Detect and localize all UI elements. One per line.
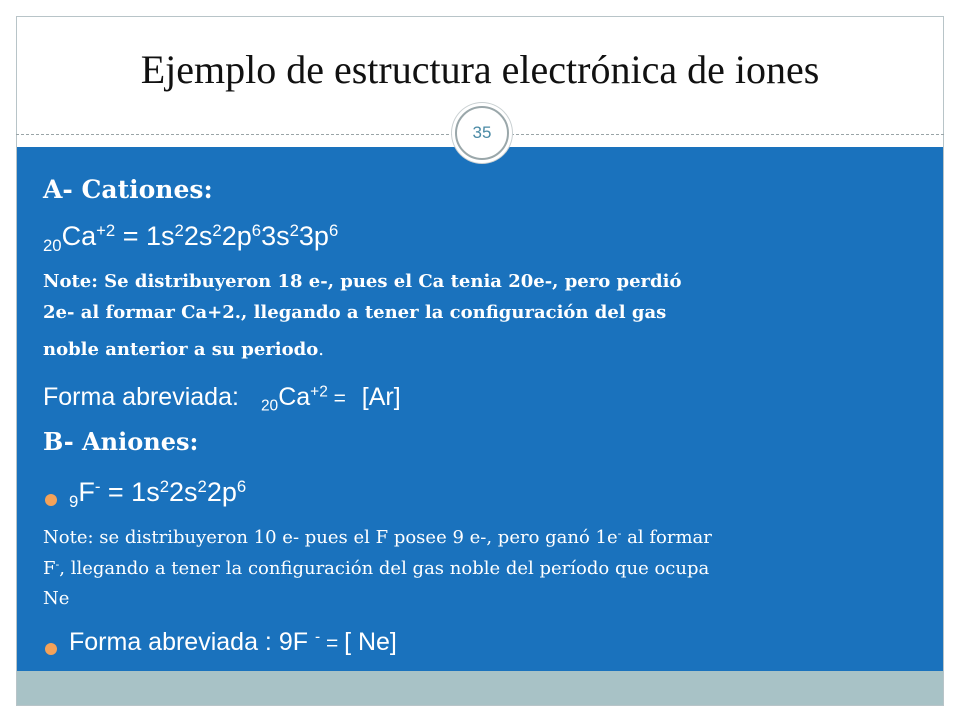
anion-note-line-1: Note: se distribuyeron 10 e- pues el F posee 9 e-, pero ganó 1e- al formar <box>43 527 712 549</box>
anion-note-line-3: Ne <box>43 588 70 609</box>
cation-configuration: $_{20}Ca^{+2} = 1s^22s^22p^63s^23p^6$ <box>43 221 339 256</box>
content-panel <box>17 147 943 671</box>
anion-short-form: Forma abreviada : 9F - = [ Ne] <box>69 628 397 656</box>
anion-configuration: $_9F^- = 1s^22s^22p^6$ <box>69 477 247 512</box>
bullet-icon <box>45 494 57 506</box>
anions-heading: B- Aniones: <box>43 427 199 456</box>
cation-note-line-1: Note: Se distribuyeron 18 e-, pues el Ca tenia 20e-, pero perdió <box>43 271 682 292</box>
footer-bar <box>17 671 943 705</box>
slide-title: Ejemplo de estructura electrónica de iones <box>140 47 820 92</box>
cation-note-line-3: noble anterior a su periodo. <box>43 339 324 360</box>
cation-short-form: Forma abreviada: $_{20}Ca^{+2} = [Ar]$ <box>43 383 401 415</box>
slide-number-badge: 35 <box>455 106 509 160</box>
anion-note-line-2: F-, llegando a tener la configuración del gas noble del período que ocupa <box>43 558 710 580</box>
cations-heading: A- Cationes: <box>43 175 213 204</box>
cation-note-line-2: 2e- al formar Ca+2., llegando a tener la configuración del gas <box>43 302 667 323</box>
bullet-icon <box>45 643 57 655</box>
